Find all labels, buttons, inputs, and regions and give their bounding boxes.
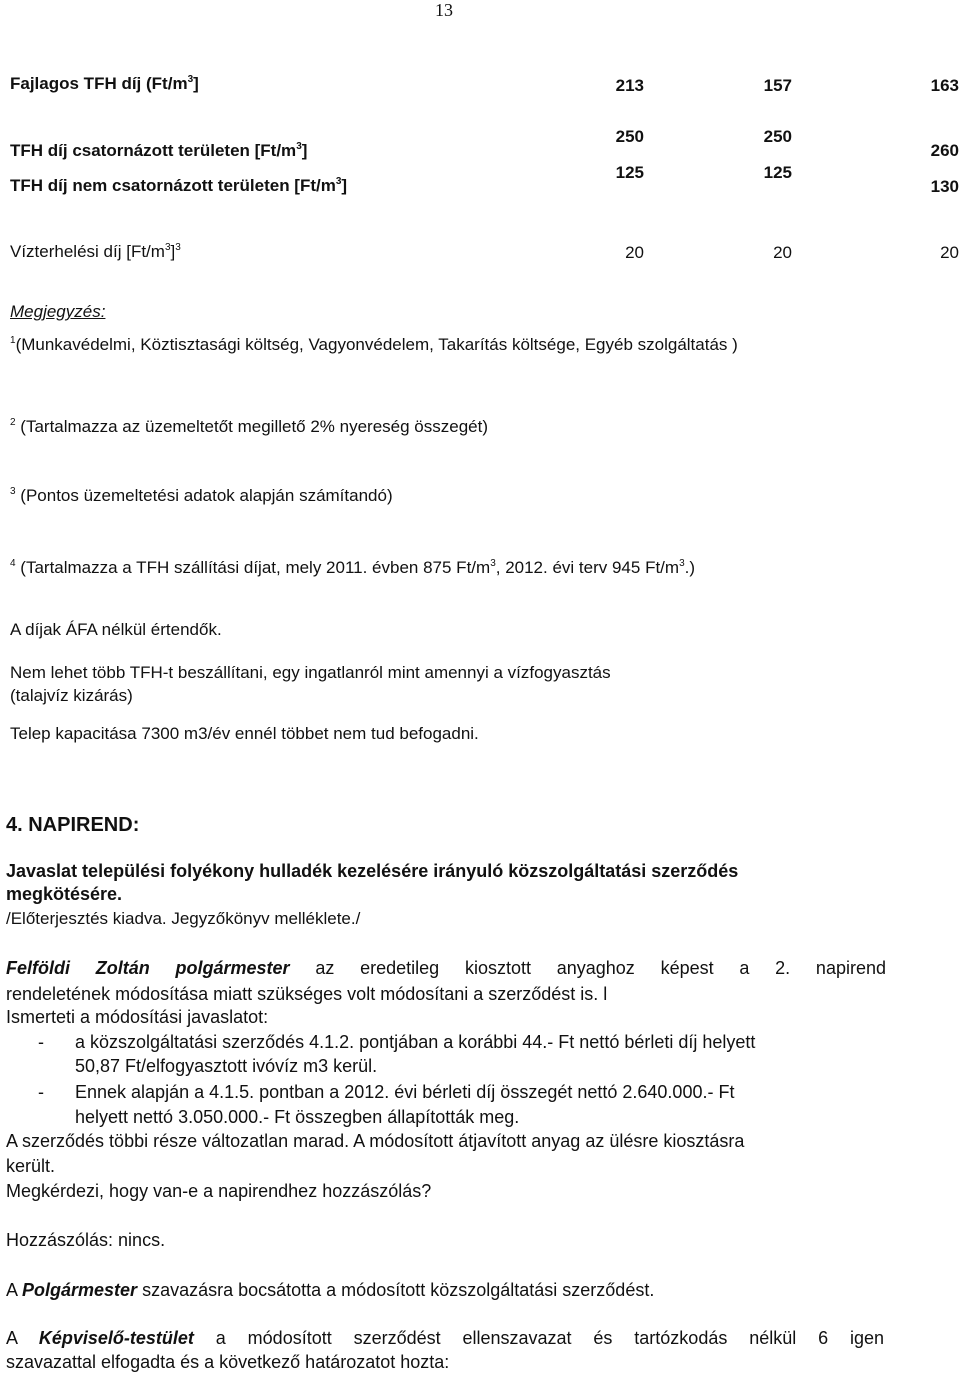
fee-value-sewered-3: 260 xyxy=(930,141,959,160)
mayor-label: Polgármester xyxy=(22,1280,138,1300)
fee-row-label-sewered: TFH díj csatornázott területen $[Ft/m^3]$ xyxy=(10,141,308,160)
capacity-note: Telep kapacitása 7300 m3/év ennél többet nem tud befogadni. xyxy=(10,724,479,743)
notes-heading: Megjegyzés: xyxy=(10,302,106,321)
fee-value-specific-2: 157 xyxy=(763,76,792,95)
fee-row-label-specific: Fajlagos TFH díj $(Ft/m^3]$ xyxy=(10,74,199,93)
fee-value-specific-1: 213 xyxy=(615,76,644,95)
note-3: $^3$ (Pontos üzemeltetési adatok alapján számítandó) xyxy=(10,486,393,505)
fee-value-water-load-3: 20 xyxy=(940,243,959,262)
body-paragraph-1-line3: Ismerteti a módosítási javaslatot: xyxy=(6,1007,269,1027)
fee-value-water-load-1: 20 xyxy=(625,243,644,262)
fee-value-sewered-2: 250 xyxy=(763,127,792,146)
bullet-2-line2: helyett nettó 3.050.000.- Ft összegben állapították meg. xyxy=(75,1107,520,1127)
body-paragraph-1-line1: Felföldi Zoltán polgármester az eredetileg kiosztott anyaghoz képest a 2. napirend xyxy=(6,958,886,978)
fee-row-label-water-load: Vízterhelési díj $[Ft/m^3]^3$ xyxy=(10,242,181,261)
fee-value-unsewered-1: 125 xyxy=(615,163,644,182)
agenda-title-line2: megkötésére. xyxy=(6,884,123,904)
fee-value-unsewered-2: 125 xyxy=(763,163,792,182)
page-number: 13 xyxy=(435,0,453,20)
speaker-name: Felföldi Zoltán polgármester xyxy=(6,958,290,978)
agenda-title-line1: Javaslat települési folyékony hulladék kezelésére irányuló közszolgáltatási szerződés xyxy=(6,861,739,881)
fee-value-unsewered-3: 130 xyxy=(930,177,959,196)
note-2: $^2$ (Tartalmazza az üzemeltetőt megillető 2% nyereség összegét) xyxy=(10,417,489,436)
body-paragraph-2-line2: került. xyxy=(6,1156,56,1176)
fee-value-water-load-2: 20 xyxy=(773,243,792,262)
limit-note-line2: (talajvíz kizárás) xyxy=(10,686,133,705)
fee-value-specific-3: 163 xyxy=(930,76,959,95)
note-4: $^4$ (Tartalmazza a TFH szállítási díjat, mely 2011. évben 875 $Ft/m^3$, 2012. évi terv 945 $Ft/m^3$.) xyxy=(10,558,696,577)
limit-note-line1: Nem lehet több TFH-t beszállítani, egy ingatlanról mint amennyi a vízfogyasztás xyxy=(10,663,611,682)
fee-row-label-unsewered: TFH díj nem csatornázott területen $[Ft/m^3]$ xyxy=(10,176,348,195)
agenda-subtitle: /Előterjesztés kiadva. Jegyzőkönyv melléklete./ xyxy=(6,909,361,928)
fee-value-sewered-1: 250 xyxy=(615,127,644,146)
bullet-1-line2: 50,87 Ft/elfogyasztott ivóvíz m3 kerül. xyxy=(75,1056,378,1076)
vat-note: A díjak ÁFA nélkül értendők. xyxy=(10,620,222,639)
body-paragraph-1-line2: rendeletének módosítása miatt szükséges volt módosítani a szerződést is. l xyxy=(6,984,608,1004)
body-paragraph-2-line1: A szerződés többi része változatlan marad. A módosított átjavított anyag az ülésre kiosztásra xyxy=(6,1131,745,1151)
body-paragraph-6-line2: szavazattal elfogadta és a következő határozatot hozta: xyxy=(6,1352,450,1372)
bullet-2-line1: Ennek alapján a 4.1.5. pontban a 2012. évi bérleti díj összegét nettó 2.640.000.- Ft xyxy=(75,1082,735,1102)
bullet-2-dash: - xyxy=(38,1082,44,1102)
body-paragraph-6-line1: A Képviselő-testület a módosított szerződést ellenszavazat és tartózkodás nélkül 6 igen xyxy=(6,1328,885,1348)
body-paragraph-5: A Polgármester szavazásra bocsátotta a módosított közszolgáltatási szerződést. xyxy=(6,1280,655,1300)
note-1: $^1$(Munkavédelmi, Köztisztasági költség, Vagyonvédelem, Takarítás költsége, Egyéb szolgáltatás ) xyxy=(10,335,738,354)
body-paragraph-3: Megkérdezi, hogy van-e a napirendhez hozzászólás? xyxy=(6,1181,432,1201)
body-paragraph-4: Hozzászólás: nincs. xyxy=(6,1230,166,1250)
agenda-number: 4. NAPIREND: xyxy=(6,814,140,836)
council-label: Képviselő-testület xyxy=(38,1328,194,1348)
bullet-1-dash: - xyxy=(38,1032,44,1052)
bullet-1-line1: a közszolgáltatási szerződés 4.1.2. pontjában a korábbi 44.- Ft nettó bérleti díj helyett xyxy=(75,1032,756,1052)
